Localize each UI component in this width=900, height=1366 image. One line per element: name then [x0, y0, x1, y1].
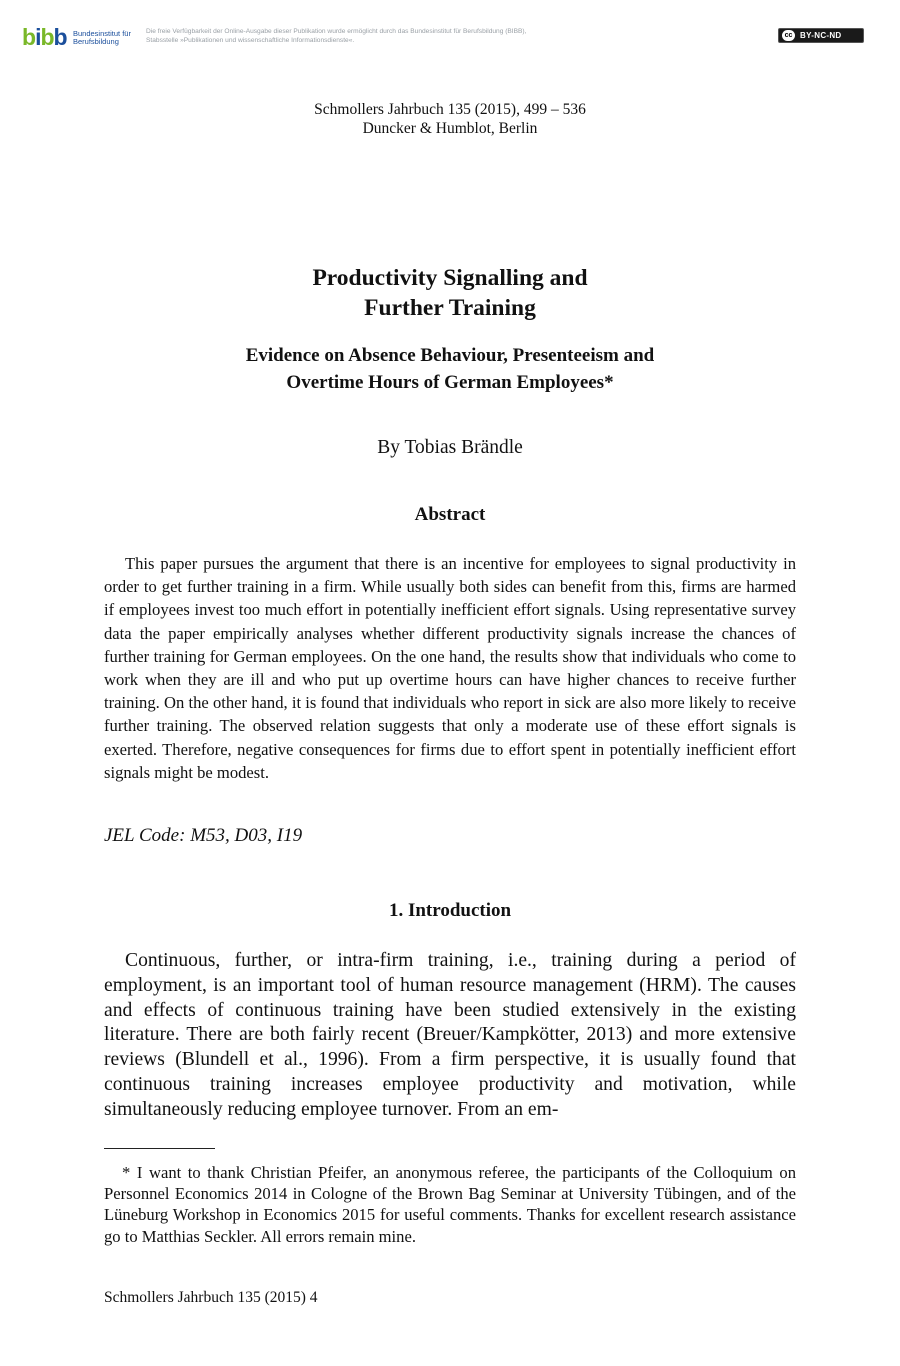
article-title-line2: Further Training — [364, 295, 536, 321]
jel-code: JEL Code: M53, D03, I19 — [104, 825, 303, 846]
section-heading-introduction: 1. Introduction — [388, 900, 512, 921]
bibb-logo-name: Bundesinstitut für Berufsbildung — [73, 29, 131, 46]
bibb-logo-mark: bibb — [22, 24, 67, 50]
article-subtitle-line2: Overtime Hours of German Employees* — [286, 372, 614, 393]
publisher-header — [22, 20, 864, 56]
journal-citation: Schmollers Jahrbuch 135 (2015), 499 – 536 — [314, 101, 586, 118]
bibb-logo[interactable] — [22, 24, 142, 52]
publisher-line: Duncker & Humblot, Berlin — [362, 120, 538, 137]
footnote-divider — [104, 1148, 215, 1149]
license-label: BY-NC-ND — [800, 31, 842, 40]
introduction-text: Continuous, further, or intra-firm training, i.e., training during a period of employment, is an important tool of human resource management (HRM). The causes and effects of continuous training have been studied extensively in the existing literature. There are both fairly recent (Breuer/Kampkötter, 2013) and more extensive reviews (Blundell et al., 1996). From a firm perspective, it is usually found that continuous training increases employee productivity and motivation, while simultaneously reducing employee turnover. From an em- — [104, 950, 796, 1120]
footnote-text: * I want to thank Christian Pfeifer, an anonymous referee, the participants of the Colloquium on Personnel Economics 2014 in Cologne of the Brown Bag Seminar at University Tübingen, and of the Lüneburg Workshop in Economics 2015 for useful comments. Thanks for excellent research assistance go to Matthias Seckler. All errors remain mine. — [104, 1163, 796, 1246]
abstract-heading: Abstract — [414, 504, 486, 525]
abstract-text: This paper pursues the argument that there is an incentive for employees to signal productivity in order to get further training in a firm. While usually both sides can benefit from this, firms are harmed if employees invest too much effort in potentially inefficient effort signals. Using representative survey data the paper empirically analyses whether different productivity signals increase the chances of further training for German employees. On the one hand, the results show that individuals who come to work when they are ill and who put up overtime hours can have higher chances to receive further training. On the other hand, it is found that individuals who report in sick are also more likely to receive further training. The observed relation suggests that only a moderate use of these effort signals is exerted. Therefore, negative consequences for firms due to effort spent in potentially inefficient effort signals might be modest. — [104, 554, 796, 782]
page-footer: Schmollers Jahrbuch 135 (2015) 4 — [104, 1289, 318, 1306]
cc-icon: cc — [782, 30, 795, 41]
license-badge[interactable] — [778, 28, 864, 43]
article-title-line1: Productivity Signalling and — [312, 265, 588, 291]
availability-note: Die freie Verfügbarkeit der Online-Ausgabe dieser Publikation wurde ermöglicht durch das Bundesinstitut für Berufsbildung (BIBB), Stabsstelle »Publikationen und wissenschaftliche Informationsdienste«. — [146, 28, 527, 44]
article-subtitle-line1: Evidence on Absence Behaviour, Presenteeism and — [245, 345, 655, 366]
author-byline: By Tobias Brändle — [377, 437, 523, 458]
